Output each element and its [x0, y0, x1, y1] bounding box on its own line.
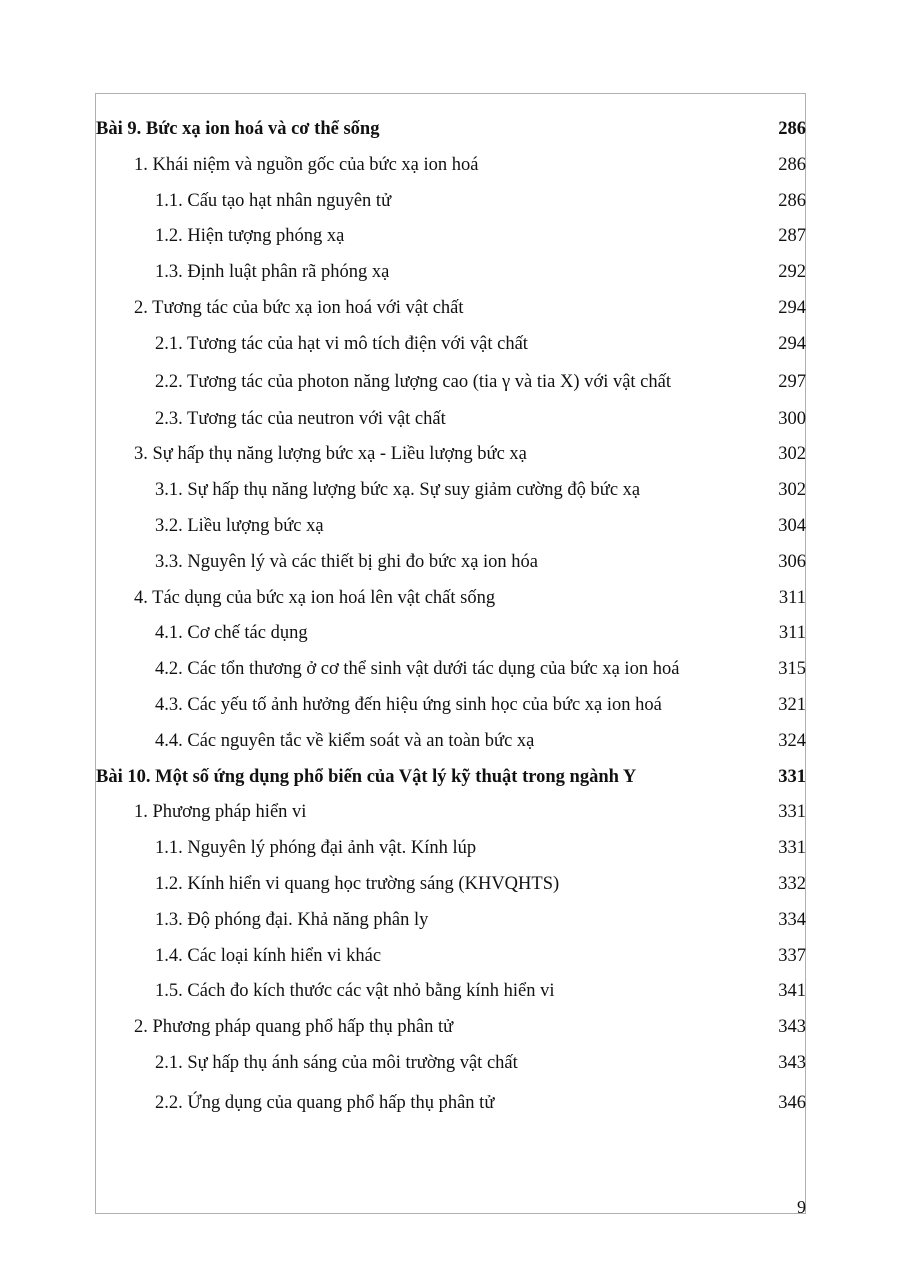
toc-entry [96, 148, 806, 184]
toc-entry-page: 304 [778, 515, 806, 536]
toc-entry-page: 321 [778, 694, 806, 715]
toc-entry-page: 334 [778, 909, 806, 930]
toc-entry [96, 327, 806, 363]
toc-entry-title: 2.2. Ứng dụng của quang phổ hấp thụ phân tử [155, 1092, 495, 1113]
toc-entry-title: 1.2. Hiện tượng phóng xạ [155, 226, 345, 247]
toc-entry-page: 300 [778, 408, 806, 429]
toc-entry-title: 1.4. Các loại kính hiển vi khác [155, 945, 382, 966]
toc-entry-page: 331 [778, 766, 806, 787]
toc-entry-title: 4.1. Cơ chế tác dụng [155, 623, 308, 644]
toc-entry-page: 343 [778, 1017, 806, 1038]
toc-entry-page: 287 [778, 226, 806, 247]
toc-entry [96, 903, 806, 939]
toc-entry [96, 219, 806, 255]
toc-entry-title: 2.3. Tương tác của neutron với vật chất [155, 408, 446, 429]
toc-entry [96, 652, 806, 688]
toc-entry-title: Bài 10. Một số ứng dụng phổ biến của Vật lý kỹ thuật trong ngành Y [96, 766, 637, 787]
toc-entry-page: 346 [778, 1092, 806, 1113]
toc-entry-page: 292 [778, 262, 806, 283]
toc-entry [96, 291, 806, 327]
toc-entry-title: 4. Tác dụng của bức xạ ion hoá lên vật chất sống [134, 587, 496, 608]
page-number: 9 [797, 1197, 806, 1217]
toc-entry [96, 1046, 806, 1082]
toc-entry [96, 581, 806, 617]
toc-entry [96, 363, 806, 402]
toc-entry-title: 2.1. Sự hấp thụ ánh sáng của môi trường vật chất [155, 1052, 518, 1073]
toc-entry-page: 306 [778, 551, 806, 572]
toc-entry-page: 331 [778, 838, 806, 859]
toc-entry-page: 302 [778, 444, 806, 465]
toc-entry-page: 343 [778, 1052, 806, 1073]
toc-entry-title: 2. Phương pháp quang phổ hấp thụ phân tử [134, 1017, 454, 1038]
toc-entry-page: 332 [778, 873, 806, 894]
toc-entry-title: 1.1. Cấu tạo hạt nhân nguyên tử [155, 190, 392, 211]
toc-entry-page: 324 [778, 730, 806, 751]
toc-entry-title: 3.2. Liều lượng bức xạ [155, 515, 324, 536]
toc-entry [96, 831, 806, 867]
toc-entry-title: 4.4. Các nguyên tắc về kiểm soát và an toàn bức xạ [155, 730, 535, 751]
toc-entry [96, 473, 806, 509]
toc-entry [96, 974, 806, 1010]
toc-entry-page: 341 [778, 981, 806, 1002]
toc-entry-page: 286 [778, 154, 806, 175]
toc-entry-title: 2.1. Tương tác của hạt vi mô tích điện với vật chất [155, 333, 528, 354]
toc-entry-title: 3.3. Nguyên lý và các thiết bị ghi đo bức xạ ion hóa [155, 551, 539, 572]
toc-entry [96, 112, 806, 148]
toc-entry [96, 724, 806, 760]
toc-entry-title: 1.2. Kính hiển vi quang học trường sáng (KHVQHTS) [155, 873, 560, 894]
toc-entry-title: 4.2. Các tổn thương ở cơ thể sinh vật dưới tác dụng của bức xạ ion hoá [155, 659, 680, 680]
toc-entry-title: 4.3. Các yếu tố ảnh hưởng đến hiệu ứng sinh học của bức xạ ion hoá [155, 694, 662, 715]
toc-entry-page: 337 [778, 945, 806, 966]
toc-entry [96, 1086, 806, 1122]
toc-entry-title: 3. Sự hấp thụ năng lượng bức xạ - Liều lượng bức xạ [134, 444, 527, 465]
toc-entry-title: 1.3. Định luật phân rã phóng xạ [155, 262, 390, 283]
toc-entry-title: 1.5. Cách đo kích thước các vật nhỏ bằng kính hiển vi [155, 981, 555, 1002]
toc-entry-title: 1.3. Độ phóng đại. Khả năng phân ly [155, 909, 429, 930]
toc-entry [96, 795, 806, 831]
toc-entry-title: 1. Phương pháp hiển vi [134, 802, 307, 823]
toc-entry-page: 286 [778, 119, 806, 139]
toc-entry [96, 545, 806, 581]
toc-entry [96, 509, 806, 545]
table-of-contents [96, 112, 806, 1122]
toc-entry-page: 294 [778, 333, 806, 354]
toc-entry-title: 1. Khái niệm và nguồn gốc của bức xạ ion hoá [134, 154, 479, 175]
toc-entry [96, 939, 806, 975]
toc-entry-page: 311 [778, 587, 806, 608]
toc-entry-title: 1.1. Nguyên lý phóng đại ảnh vật. Kính lúp [155, 838, 477, 859]
toc-entry [96, 184, 806, 220]
toc-entry [96, 402, 806, 438]
toc-entry-page: 297 [778, 371, 806, 392]
toc-entry-title: 3.1. Sự hấp thụ năng lượng bức xạ. Sự suy giảm cường độ bức xạ [155, 480, 641, 501]
toc-entry-title: Bài 9. Bức xạ ion hoá và cơ thể sống [96, 119, 380, 139]
toc-entry [96, 688, 806, 724]
toc-entry-title: 2.2. Tương tác của photon năng lượng cao (tia γ và tia X) với vật chất [155, 371, 671, 392]
toc-entry [96, 760, 806, 796]
toc-entry-page: 302 [778, 480, 806, 501]
toc-entry [96, 616, 806, 652]
toc-entry [96, 1010, 806, 1046]
toc-entry-title: 2. Tương tác của bức xạ ion hoá với vật chất [134, 297, 464, 318]
toc-entry [96, 867, 806, 903]
toc-entry [96, 255, 806, 291]
toc-entry-page: 286 [778, 190, 806, 211]
toc-entry-page: 311 [778, 623, 806, 644]
toc-entry-page: 331 [778, 802, 806, 823]
toc-entry-page: 315 [778, 659, 806, 680]
toc-entry-page: 294 [778, 297, 806, 318]
toc-entry [96, 437, 806, 473]
